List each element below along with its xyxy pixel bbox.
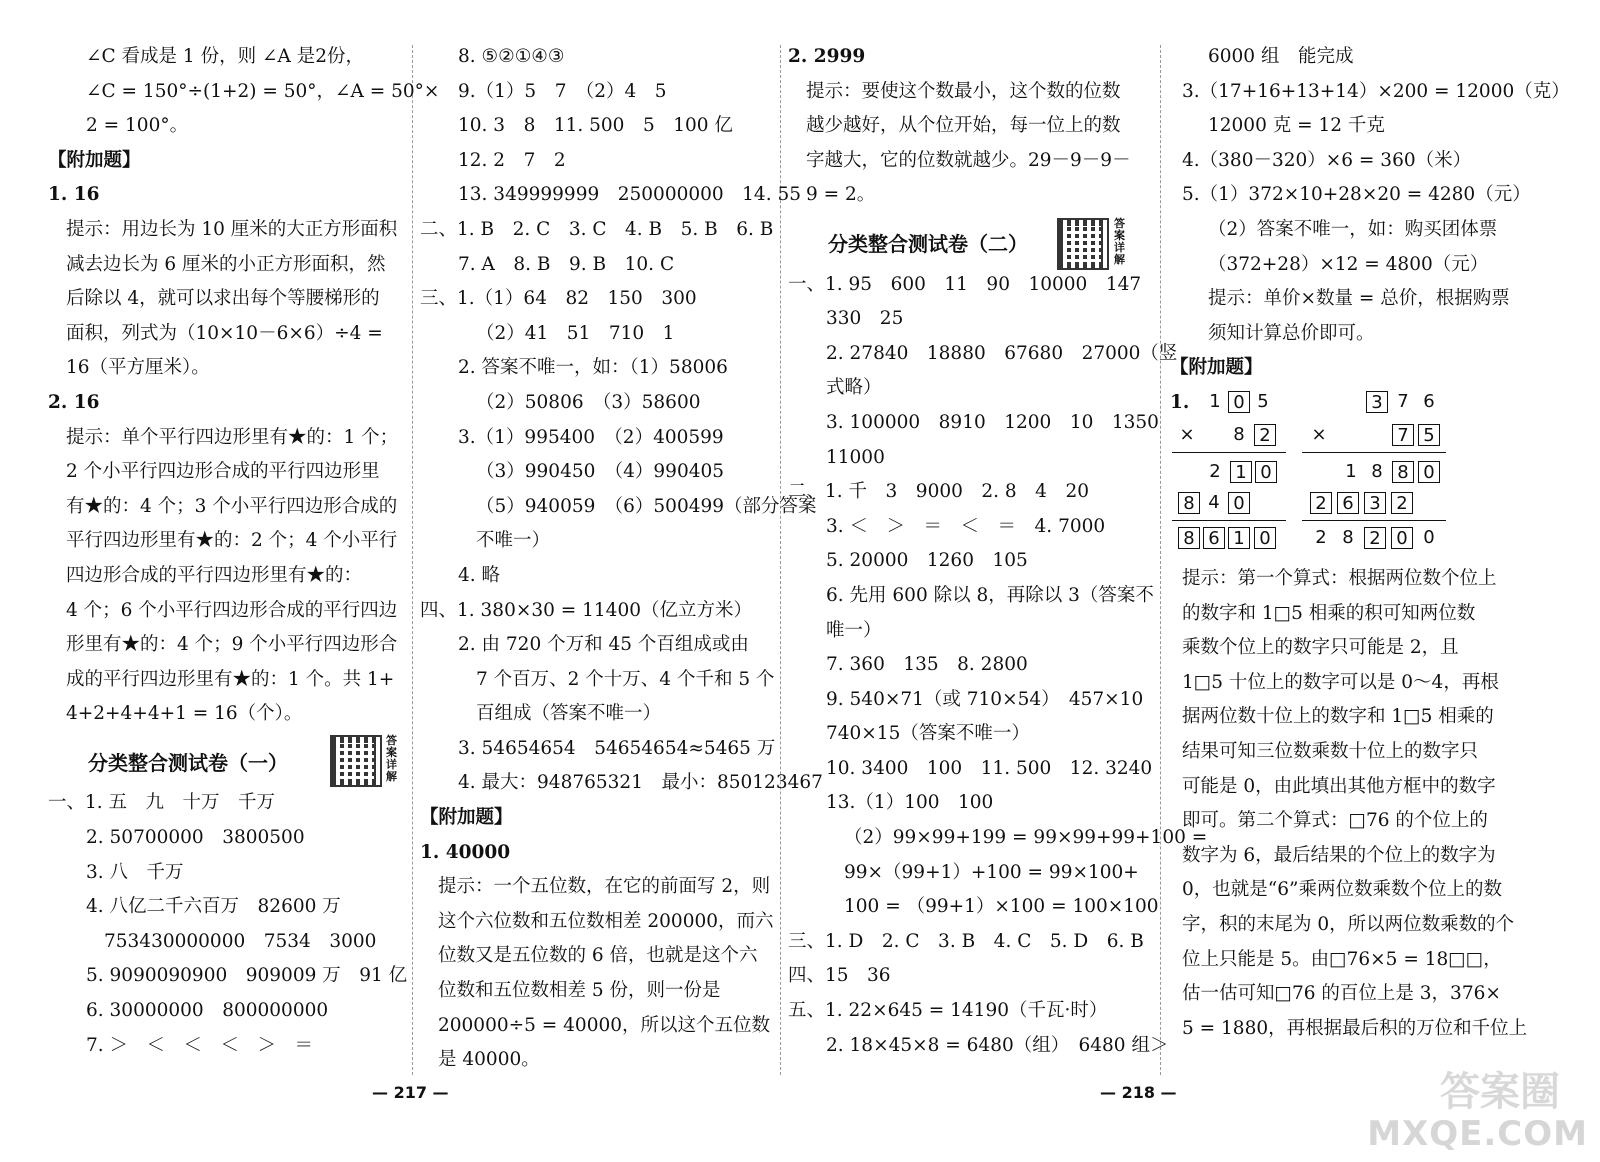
- answer-line: 6000 组 能完成: [1208, 46, 1354, 67]
- answer-line: 三、1. D 2. C 3. B 4. C 5. D 6. B: [788, 930, 1144, 952]
- answer-line: 7 个百万、2 个十万、4 个千和 5 个: [476, 668, 775, 690]
- answer-line: 13. 349999999 250000000 14. 55: [458, 184, 802, 206]
- hint-line: 面积，列式为（10×10－6×6）÷4 =: [66, 322, 383, 344]
- answer-line: 6. 30000000 800000000: [86, 1000, 329, 1022]
- answer-line: 5. 20000 1260 105: [826, 550, 1028, 572]
- digit: 2: [1315, 527, 1327, 548]
- hint-line: 是 40000。: [438, 1049, 540, 1071]
- answer-line: 不唯一）: [476, 530, 551, 552]
- digit: 6: [1423, 391, 1435, 412]
- hint-line: 越少越好，从个位开始，每一位上的数: [806, 115, 1121, 137]
- hint-line: 减去边长为 6 厘米的小正方形面积，然: [66, 253, 386, 275]
- hint-line: 提示：一个五位数，在它的前面写 2，则: [438, 876, 771, 898]
- rule-line: [1302, 452, 1446, 453]
- digit-box: 2: [1310, 492, 1332, 514]
- section-heading: 【附加题】: [48, 149, 141, 171]
- hint-line: 结果可知三位数乘数十位上的数字只: [1182, 740, 1479, 762]
- hint-line: 乘数个位上的数字只可能是 2，且: [1182, 637, 1459, 659]
- digit-box: 6: [1337, 492, 1359, 514]
- answer-line: 740×15（答案不唯一）: [826, 723, 1030, 745]
- times-sign: ×: [1179, 424, 1195, 445]
- answer-line: 7. A 8. B 9. B 10. C: [458, 253, 675, 275]
- digit-box: 2: [1364, 527, 1386, 549]
- answer-line: 12. 2 7 2: [458, 149, 566, 171]
- answer-line: 三、1.（1）64 82 150 300: [420, 288, 697, 310]
- section-heading: 【附加题】: [1170, 357, 1263, 379]
- answer-line: 6. 先用 600 除以 8，再除以 3（答案不: [826, 584, 1154, 606]
- digit: 8: [1233, 424, 1245, 445]
- answer-line: 4. 八亿二千六百万 82600 万: [86, 896, 341, 918]
- answer-line: 5.（1）372×10+28×20 = 4280（元）: [1182, 184, 1531, 206]
- answer-line: 四、1. 380×30 = 11400（亿立方米）: [420, 599, 752, 621]
- hint-line: 四边形合成的平行四边形里有★的：: [66, 564, 363, 586]
- answer-line: 3. 八 千万: [86, 861, 184, 883]
- answer-line: 10. 3400 100 11. 500 12. 3240: [826, 757, 1153, 779]
- column-2: [420, 40, 823, 1078]
- watermark-logo: 答案圈: [1440, 1068, 1560, 1115]
- answer-line: 753430000000 7534 3000: [104, 930, 377, 952]
- answer-line: 9. 540×71（或 710×54） 457×10: [826, 688, 1144, 710]
- answer-line: 3.（17+16+13+14）×200 = 12000（克）: [1182, 80, 1570, 102]
- hint-line: 0，也就是“6”乘两位数乘数个位上的数: [1182, 879, 1502, 901]
- hint-line: 9 = 2。: [806, 184, 876, 206]
- hint-line: 位数和五位数相差 5 份，则一份是: [438, 980, 721, 1002]
- qr-code-icon[interactable]: [330, 735, 382, 787]
- answer-line: 8. ⑤②①④③: [458, 46, 565, 67]
- answer-line: 百组成（答案不唯一）: [476, 703, 662, 725]
- hint-line: 这个六位数和五位数相差 200000，而六: [438, 910, 774, 932]
- digit-box: 8: [1178, 492, 1200, 514]
- answer-line: 唯一）: [826, 619, 882, 641]
- hint-line: 即可。第二个算式：□76 的个位上的: [1182, 810, 1488, 832]
- digit-box: 2: [1254, 424, 1276, 446]
- hint-line: 2 个小平行四边形合成的平行四边形里: [66, 461, 380, 483]
- digit-box: 7: [1392, 424, 1414, 446]
- test-title: 分类整合测试卷（一）: [88, 750, 288, 775]
- digit-box: 0: [1255, 461, 1277, 483]
- digit: 0: [1423, 527, 1435, 548]
- hint-line: 提示：第一个算式：根据两位数个位上: [1182, 568, 1497, 589]
- digit-box: 8: [1178, 527, 1200, 549]
- digit: 5: [1257, 391, 1269, 412]
- watermark-text: MXQE.COM: [1367, 1114, 1588, 1154]
- answer-line: 3.（1）995400 （2）400599: [458, 426, 724, 448]
- answer-line: 2. 16: [48, 391, 100, 413]
- answer-line: （5）940059 （6）500499（部分答案: [476, 495, 817, 517]
- hint-line: 位数又是五位数的 6 倍，也就是这个六: [438, 945, 758, 967]
- hint-line: 提示：要使这个数最小，这个数的位数: [806, 80, 1121, 102]
- hint-line: 后除以 4，就可以求出每个等腰梯形的: [66, 288, 380, 310]
- hint-line: 提示：单个平行四边形里有★的：1 个；: [66, 426, 399, 448]
- text-line: ∠C = 150°÷(1+2) = 50°，∠A = 50°×: [86, 80, 440, 102]
- answer-line: 3. ＜ ＞ ＝ ＜ ＝ 4. 7000: [826, 515, 1106, 537]
- page-number-left: — 217 —: [372, 1083, 449, 1102]
- answer-line: 2. 答案不唯一，如：（1）58006: [458, 357, 728, 379]
- column-divider: [1160, 45, 1161, 1075]
- column-4-hint: [1170, 562, 1550, 1046]
- answer-line: 一、1. 五 九 十万 千万: [48, 792, 276, 814]
- answer-line: （2）41 51 710 1: [476, 322, 675, 344]
- answer-line: （2）50806 （3）58600: [476, 391, 701, 413]
- answer-line: 11000: [826, 446, 885, 468]
- hint-line: 字，积的末尾为 0，所以两位数乘数的个: [1182, 913, 1515, 935]
- answer-line: 四、15 36: [788, 965, 891, 987]
- hint-line: 位上只能是 5。由□76×5 = 18□□，: [1182, 948, 1502, 970]
- digit-box: 3: [1366, 391, 1388, 413]
- column-4: [1170, 40, 1570, 421]
- answer-line: 1. 16: [48, 184, 100, 206]
- digit-box: 1: [1230, 461, 1252, 483]
- hint-line: 的数字和 1□5 相乘的积可知两位数: [1182, 602, 1476, 624]
- hint-line: 有★的：4 个；3 个小平行四边形合成的: [66, 495, 398, 517]
- digit: 1: [1209, 391, 1221, 412]
- digit: 8: [1342, 527, 1354, 548]
- hint-line: 4 个；6 个小平行四边形合成的平行四边: [66, 599, 398, 621]
- rule-line: [1172, 520, 1286, 521]
- hint-line: 提示：用边长为 10 厘米的大正方形面积: [66, 218, 398, 240]
- column-1: [48, 40, 440, 1063]
- digit-box: 8: [1392, 461, 1414, 483]
- digit-box: 1: [1228, 527, 1250, 549]
- rule-line: [1302, 520, 1446, 521]
- section-heading: 【附加题】: [420, 807, 513, 829]
- hint-line: 成的平行四边形里有★的：1 个。共 1+: [66, 668, 395, 690]
- answer-line: 9.（1）5 7 （2）4 5: [458, 80, 667, 102]
- answer-line: 5. 9090090900 909009 万 91 亿: [86, 965, 408, 987]
- answer-line: （3）990450 （4）990405: [476, 461, 725, 483]
- digit: 4: [1208, 492, 1220, 513]
- hint-line: 形里有★的：4 个；9 个小平行四边形合: [66, 634, 398, 656]
- answer-line: 7. 360 135 8. 2800: [826, 654, 1028, 676]
- answer-line: 一、1. 95 600 11 90 10000 147: [788, 273, 1142, 295]
- answer-line: 10. 3 8 11. 500 5 100 亿: [458, 115, 733, 137]
- answer-line: 2. 2999: [788, 46, 866, 67]
- qr-label: 答案详解: [386, 734, 397, 783]
- digit-box: 0: [1418, 461, 1440, 483]
- qr-code-icon[interactable]: [1057, 218, 1109, 270]
- digit: 1: [1345, 461, 1357, 482]
- answer-line: 2. 27840 18880 67680 27000（竖: [826, 342, 1178, 364]
- hint-line: 16（平方厘米）。: [66, 357, 210, 379]
- digit: 2: [1209, 461, 1221, 482]
- hint-line: 可能是 0，由此填出其他方框中的数字: [1182, 775, 1496, 797]
- times-sign: ×: [1311, 424, 1327, 445]
- answer-line: 4.（380－320）×6 = 360（米）: [1182, 149, 1472, 171]
- digit: 7: [1397, 391, 1409, 412]
- digit-box: 6: [1203, 527, 1225, 549]
- answer-line: 3. 100000 8910 1200 10 1350: [826, 411, 1159, 433]
- answer-line: 1. 40000: [420, 841, 511, 863]
- answer-line: 二、1. 千 3 9000 2. 8 4 20: [788, 481, 1089, 503]
- page-number-right: — 218 —: [1100, 1083, 1177, 1102]
- answer-line: （372+28）×12 = 4800（元）: [1208, 253, 1489, 275]
- hint-line: 据两位数十位上的数字和 1□5 相乘的: [1182, 706, 1494, 728]
- answer-line: 7. ＞ ＜ ＜ ＜ ＞ ＝: [86, 1034, 314, 1056]
- rule-line: [1172, 452, 1286, 453]
- digit: 8: [1371, 461, 1383, 482]
- answer-line: 3. 54654654 54654654≈5465 万: [458, 737, 776, 759]
- digit-box: 0: [1228, 492, 1250, 514]
- qr-label: 答案详解: [1114, 217, 1125, 266]
- text-line: ∠C 看成是 1 份，则 ∠A 是2份，: [86, 46, 364, 67]
- hint-line: 提示：单价×数量 = 总价，根据购票: [1208, 288, 1510, 310]
- test-title: 分类整合测试卷（二）: [828, 231, 1028, 256]
- hint-line: 4+2+4+4+1 = 16（个）。: [66, 703, 303, 725]
- answer-line: （2）答案不唯一，如：购买团体票: [1208, 218, 1498, 240]
- digit-box: 0: [1254, 527, 1276, 549]
- hint-line: 1□5 十位上的数字可以是 0～4，再根: [1182, 671, 1499, 693]
- column-3: [788, 40, 1208, 1063]
- answer-line: 99×（99+1）+100 = 99×100+: [844, 861, 1139, 883]
- digit-box: 0: [1391, 527, 1413, 549]
- answer-line: 2. 由 720 个万和 45 个百组成或由: [458, 634, 749, 656]
- hint-line: 须知计算总价即可。: [1208, 322, 1375, 344]
- answer-line: 五、1. 22×645 = 14190（千瓦·时）: [788, 1000, 1108, 1022]
- answer-line: 二、1. B 2. C 3. C 4. B 5. B 6. B: [420, 218, 774, 240]
- answer-line: 12000 克 = 12 千克: [1208, 115, 1385, 137]
- answer-line: （2）99×99+199 = 99×99+99+100 =: [844, 827, 1208, 849]
- digit-box: 3: [1364, 492, 1386, 514]
- hint-line: 5 = 1880，再根据最后积的万位和千位上: [1182, 1017, 1528, 1039]
- answer-line: 式略）: [826, 377, 882, 399]
- answer-line: 1.: [1170, 391, 1190, 413]
- text-line: 2 = 100°。: [86, 115, 189, 137]
- hint-line: 估一估可知□76 的百位上是 3，376×: [1182, 983, 1501, 1005]
- answer-line: 4. 略: [458, 564, 501, 586]
- hint-line: 字越大，它的位数就越少。29－9－9－: [806, 149, 1131, 171]
- hint-line: 200000÷5 = 40000，所以这个五位数: [438, 1014, 771, 1036]
- digit-box: 5: [1418, 424, 1440, 446]
- answer-line: 13.（1）100 100: [826, 792, 994, 814]
- digit-box: 0: [1228, 391, 1250, 413]
- hint-line: 平行四边形里有★的：2 个；4 个小平行: [66, 530, 398, 552]
- digit-box: 2: [1391, 492, 1413, 514]
- answer-line: 2. 50700000 3800500: [86, 827, 305, 849]
- answer-line: 100 = （99+1）×100 = 100×100: [844, 896, 1159, 918]
- answer-line: 2. 18×45×8 = 6480（组） 6480 组＞: [826, 1034, 1169, 1056]
- hint-line: 数字为 6，最后结果的个位上的数字为: [1182, 844, 1496, 866]
- answer-line: 4. 最大：948765321 最小：850123467: [458, 772, 823, 794]
- answer-line: 330 25: [826, 308, 904, 330]
